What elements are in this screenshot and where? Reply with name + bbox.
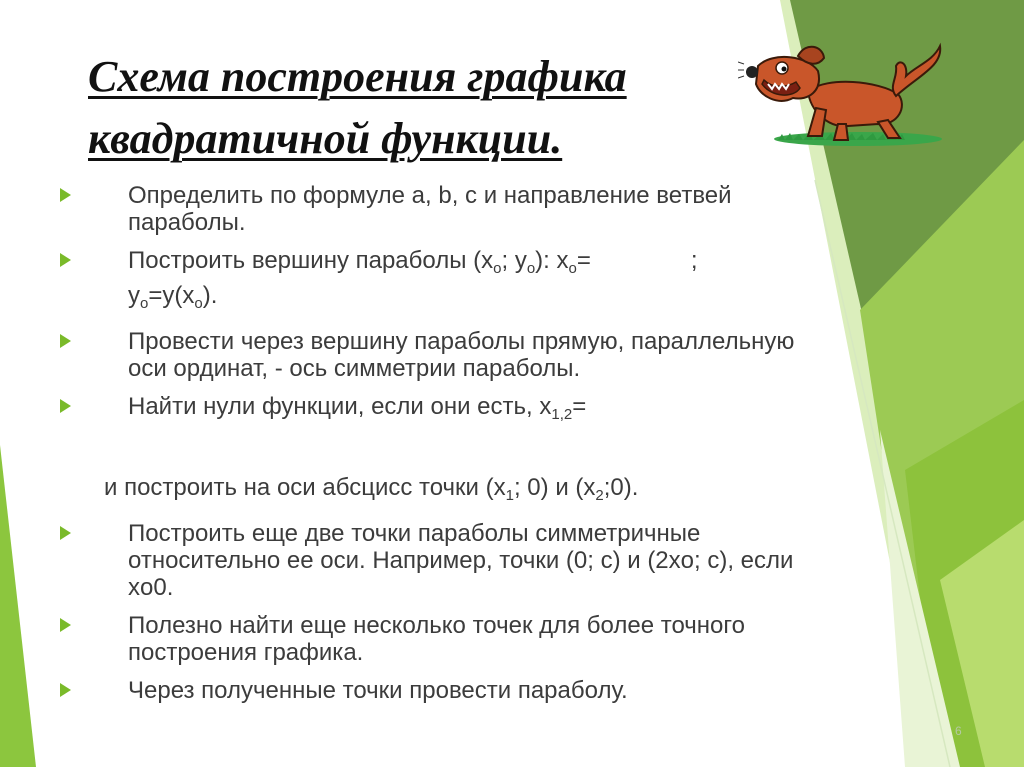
list-item [60,612,850,666]
vertex-text: Построить вершину параболы ($x_o$; $y_o$): $x_o=$ ; [128,247,698,277]
bullet-list [60,182,850,704]
list-item [60,328,850,382]
bullet-text: построения графика. [128,639,364,666]
bullet-text: относительно ее оси. Например, точки (0; c) и (2xo; c), если [128,547,794,574]
bullet-text: Построить еще две точки параболы симметричные [128,520,701,547]
bullet-text: xo0. [128,574,174,601]
list-item [60,182,850,236]
vertex-y-text: $y_o=y(x_o)$. [128,282,218,312]
page-number: 6 [955,724,962,738]
list-item [60,247,850,317]
bullet-arrow-icon [60,334,71,348]
left-green-stripe [0,445,36,767]
bullet-arrow-icon [60,526,71,540]
bullet-text: Через полученные точки провести параболу. [128,677,628,704]
title-line-1: Схема построения графика [88,52,627,101]
bullet-arrow-icon [60,683,71,697]
list-item [60,677,850,704]
bullet-arrow-icon [60,399,71,413]
bullet-arrow-icon [60,618,71,632]
title-line-2: квадратичной функции. [88,114,563,163]
bullet-text: Провести через вершину параболы прямую, параллельную [128,328,795,355]
note-line: и построить на оси абсцисс точки ($x_1$; 0) и $(x_2;0)$. [104,474,639,504]
zeros-text: Найти нули функции, если они есть, $x_{1,2}=$ [128,393,587,423]
bullet-text: оси ординат, - ось симметрии параболы. [128,355,581,382]
list-item [60,520,850,601]
bullet-text: Полезно найти еще несколько точек для более точного [128,612,745,639]
bullet-arrow-icon [60,188,71,202]
cartoon-dog-icon [738,36,954,148]
bullet-text: параболы. [128,209,246,236]
list-item [60,393,850,428]
bullet-arrow-icon [60,253,71,267]
bullet-text: Определить по формуле a, b, c и направление ветвей [128,182,732,209]
slide-title [88,46,748,170]
